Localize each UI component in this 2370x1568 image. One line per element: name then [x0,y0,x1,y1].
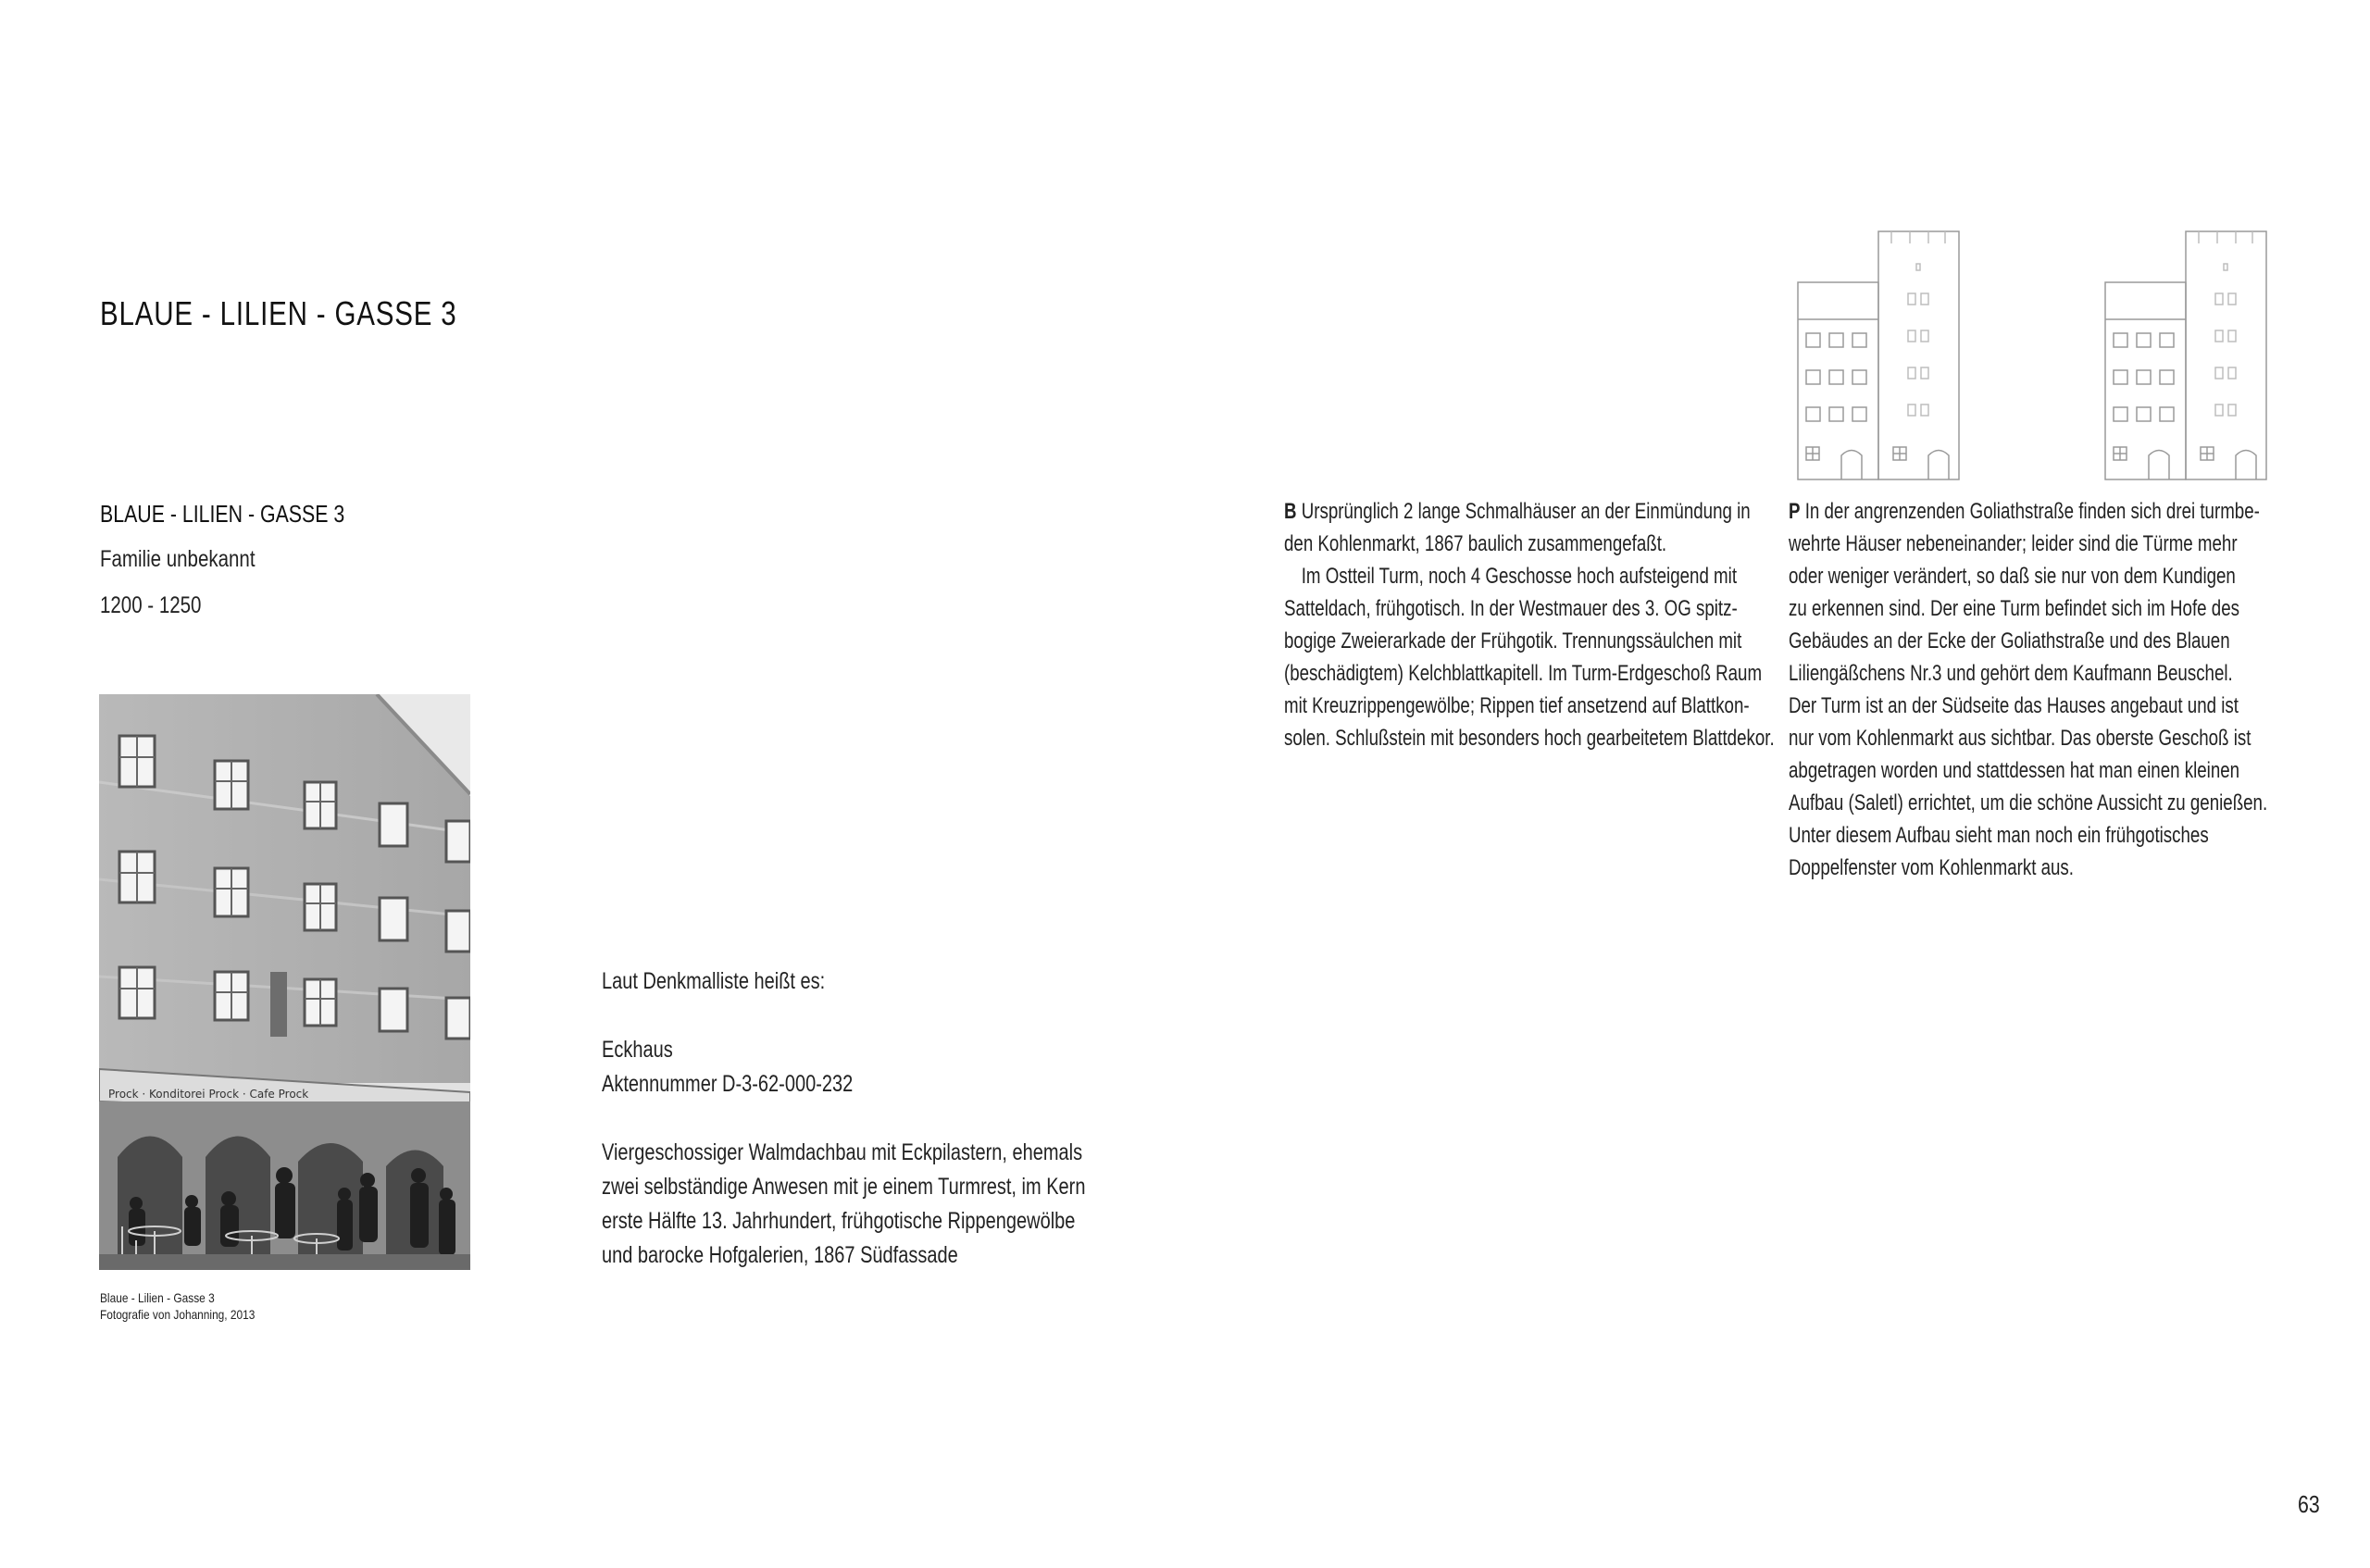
denkmal-text [602,964,1085,1273]
denkmal-type: Eckhaus [602,1037,673,1063]
denkmal-line: erste Hälfte 13. Jahrhundert, frühgotische Rippengewölbe [602,1208,1076,1234]
column-p-line: zu erkennen sind. Der eine Turm befindet sich im Hofe des [1789,596,2239,621]
column-b-first-line [1284,495,1775,528]
column-p-first-text: In der angrenzenden Goliathstraße finden sich drei turmbe- [1800,499,2260,524]
date-range: 1200 - 1250 [100,592,202,618]
column-p-line: Gebäudes an der Ecke der Goliathstraße und des Blauen [1789,628,2230,653]
column-p-line: Der Turm ist an der Südseite das Hauses angebaut und ist [1789,693,2239,718]
caption-title: Blaue - Lilien - Gasse 3 [100,1290,215,1305]
column-b-line: solen. Schlußstein mit besonders hoch gearbeitetem Blattdekor. [1284,726,1775,751]
column-b-line: (beschädigtem) Kelchblattkapitell. Im Turm-Erdgeschoß Raum [1284,661,1763,686]
column-p-line: Doppelfenster vom Kohlenmarkt aus. [1789,855,2075,880]
column-b-line: Im Ostteil Turm, noch 4 Geschosse hoch aufsteigend mit [1284,564,1738,589]
column-p-text [1789,495,2267,884]
column-b-line: bogige Zweierarkade der Frühgotik. Trennungssäulchen mit [1284,628,1742,653]
column-b-first-text: Ursprünglich 2 lange Schmalhäuser an der Einmündung in [1296,499,1751,524]
shop-sign: Prock · Konditorei Prock · Cafe Prock [108,1088,309,1101]
column-b-line: Satteldach, frühgotisch. In der Westmauer des 3. OG spitz- [1284,596,1738,621]
column-b-line: mit Kreuzrippengewölbe; Rippen tief ansetzend auf Blattkon- [1284,693,1750,718]
page-title: BLAUE - LILIEN - GASSE 3 [100,294,457,332]
building-photo [99,694,470,1270]
denkmal-line: zwei selbständige Anwesen mit je einem Turmrest, im Kern [602,1174,1086,1200]
photo-caption [100,1289,255,1323]
page-number: 63 [2298,1490,2320,1518]
caption-credit: Fotografie von Johanning, 2013 [100,1307,256,1322]
entry-title: BLAUE - LILIEN - GASSE 3 [100,500,345,528]
denkmal-line: und barocke Hofgalerien, 1867 Südfassade [602,1242,958,1268]
column-p-line: Unter diesem Aufbau sieht man noch ein frühgotisches [1789,823,2209,848]
column-p-line: Aufbau (Saletl) errichtet, um die schöne Aussicht zu genießen. [1789,790,2268,815]
column-b-line: den Kohlenmarkt, 1867 baulich zusammengefaßt. [1284,531,1667,556]
column-b-text [1284,495,1775,754]
denkmal-intro: Laut Denkmalliste heißt es: [602,968,826,994]
elevation-drawing [1782,227,2282,481]
column-p-line: wehrte Häuser nebeneinander; leider sind die Türme mehr [1789,531,2238,556]
column-p-line: Liliengäßchens Nr.3 und gehört dem Kaufmann Beuschel. [1789,661,2233,686]
denkmal-line: Viergeschossiger Walmdachbau mit Eckpilastern, ehemals [602,1139,1083,1165]
owner-text: Familie unbekannt [100,546,256,572]
column-p-line: oder weniger verändert, so daß sie nur von dem Kundigen [1789,564,2236,589]
column-p-line: abgetragen worden und stattdessen hat man einen kleinen [1789,758,2240,783]
column-p-first-line [1789,495,2267,528]
column-b-letter: B [1284,499,1297,524]
column-p-letter: P [1789,499,1801,524]
column-p-line: nur vom Kohlenmarkt aus sichtbar. Das oberste Geschoß ist [1789,726,2252,751]
denkmal-file-number: Aktennummer D-3-62-000-232 [602,1071,854,1097]
